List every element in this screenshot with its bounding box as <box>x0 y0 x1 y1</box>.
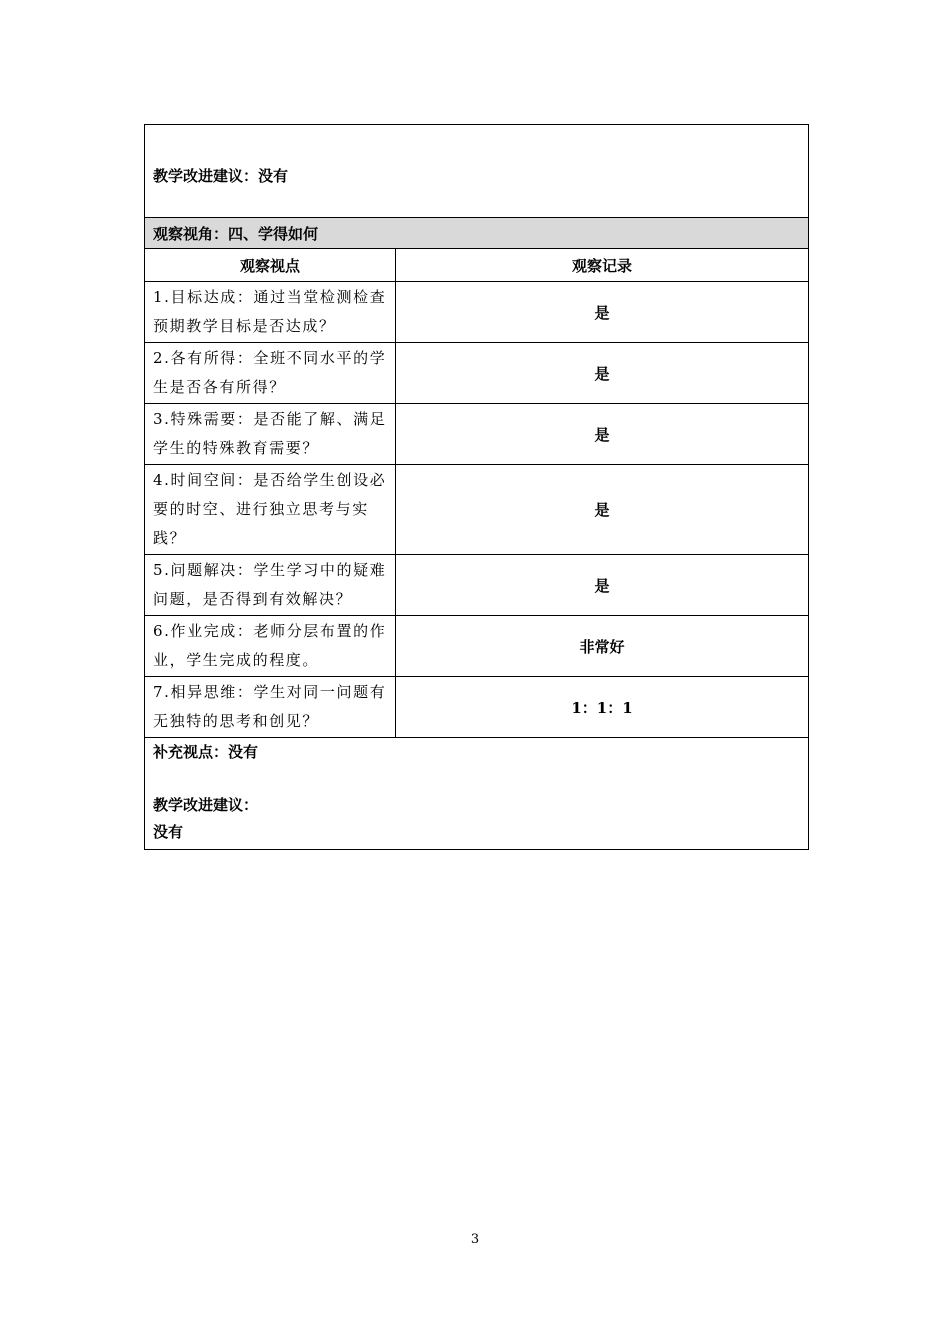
row-record: 是 <box>396 343 809 404</box>
row-record: 非常好 <box>396 616 809 677</box>
row-record: 是 <box>396 282 809 343</box>
page-number: 3 <box>470 1232 480 1247</box>
table-row <box>145 343 809 404</box>
row-point: 3.特殊需要：是否能了解、满足学生的特殊教育需要？ <box>145 404 396 465</box>
header-point: 观察视点 <box>145 249 396 282</box>
table-row <box>145 677 809 738</box>
bottom-notes <box>145 738 809 850</box>
table-row <box>145 465 809 555</box>
row-record: 是 <box>396 465 809 555</box>
observation-table <box>144 124 809 850</box>
row-record: 是 <box>396 404 809 465</box>
row-point: 7.相异思维：学生对同一问题有无独特的思考和创见？ <box>145 677 396 738</box>
header-record: 观察记录 <box>396 249 809 282</box>
table-row <box>145 555 809 616</box>
top-suggestion: 教学改进建议：没有 <box>145 125 809 218</box>
spacer <box>153 766 800 792</box>
improvement-value: 没有 <box>153 823 184 841</box>
table-row <box>145 282 809 343</box>
section-title: 观察视角：四、学得如何 <box>145 218 809 249</box>
row-point: 5.问题解决：学生学习中的疑难问题，是否得到有效解决？ <box>145 555 396 616</box>
row-point: 4.时间空间：是否给学生创设必要的时空、进行独立思考与实践？ <box>145 465 396 555</box>
supplement-text: 补充视点：没有 <box>153 743 259 761</box>
row-point: 6.作业完成：老师分层布置的作业，学生完成的程度。 <box>145 616 396 677</box>
row-point: 1.目标达成：通过当堂检测检查预期教学目标是否达成？ <box>145 282 396 343</box>
row-record: 是 <box>396 555 809 616</box>
table-row <box>145 616 809 677</box>
row-record: 1：1：1 <box>396 677 809 738</box>
improvement-label: 教学改进建议： <box>153 796 259 814</box>
row-point: 2.各有所得：全班不同水平的学生是否各有所得？ <box>145 343 396 404</box>
table-row <box>145 404 809 465</box>
